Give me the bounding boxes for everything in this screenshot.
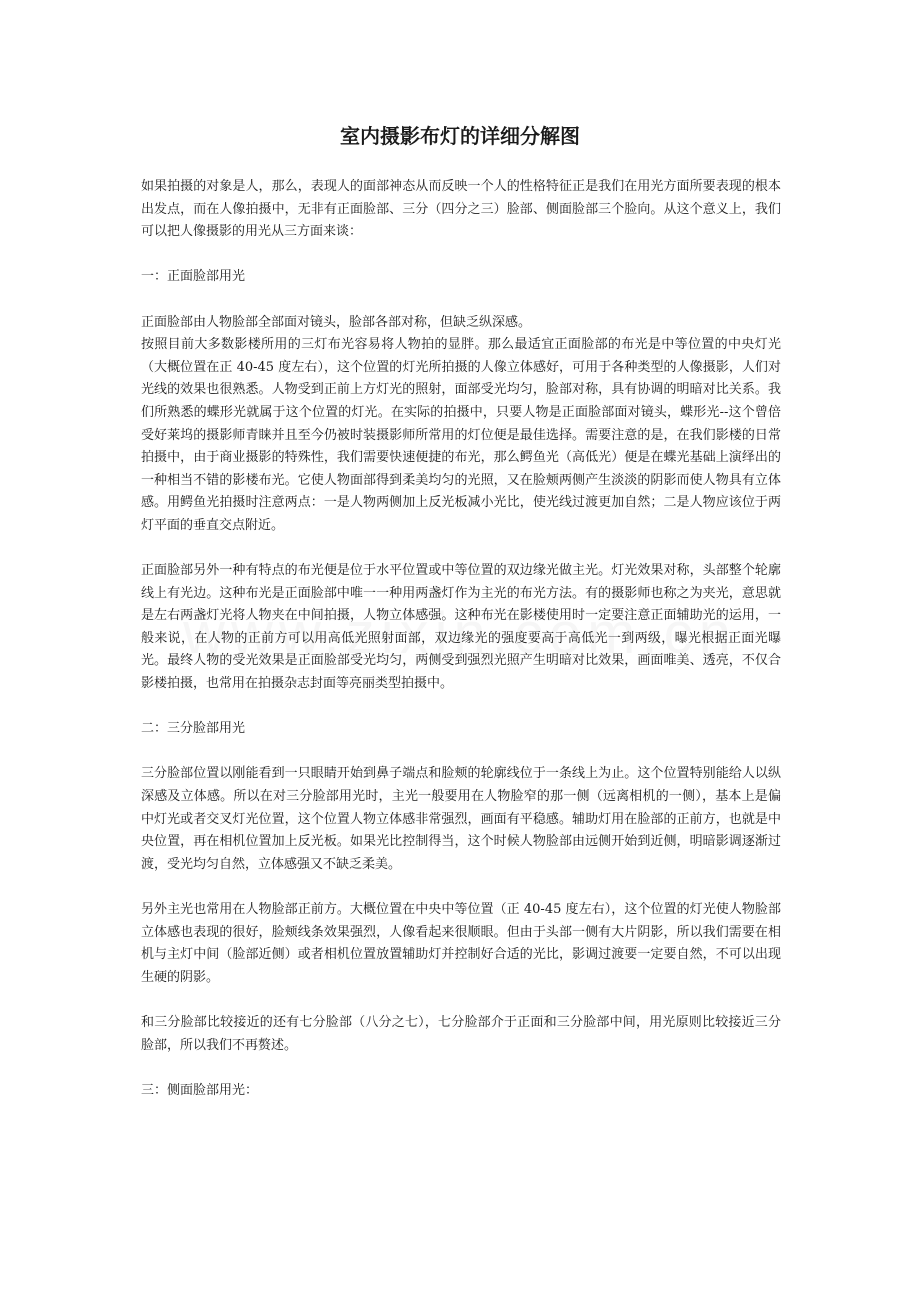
section-heading-side-face: 三：侧面脸部用光：	[141, 1082, 259, 1098]
section2-paragraph-2: 另外主光也常用在人物脸部正前方。大概位置在中央中等位置（正 40-45 度左右），这个位置的灯光使人物脸部立体感也表现的很好，脸颊线条效果强烈，人像看起来很顺眼。但由于头部一侧有大片阴影，所以我们需要在相机与主灯中间（脸部近侧）或者相机位置放置辅助灯并控制好合适的光比，影调过渡要一定要自然，不可以出现生硬的阴影。	[141, 902, 781, 985]
section2-paragraph-3: 和三分脸部比较接近的还有七分脸部（八分之七），七分脸部介于正面和三分脸部中间，用光原则比较接近三分脸部，所以我们不再赘述。	[141, 1014, 781, 1053]
paragraph-gap	[141, 741, 781, 764]
section1-paragraph-2: 按照目前大多数影楼所用的三灯布光容易将人物拍的显胖。那么最适宜正面脸部的布光是中等位置的中央灯光（大概位置在正 40-45 度左右），这个位置的灯光所拍摄的人像立体感好，可用于各种类型的人像摄影，人们对光线的效果也很熟悉。人物受到正前上方灯光的照射，面部受光均匀，脸部对称，具有协调的明暗对比关系。我们所熟悉的蝶形光就属于这个位置的灯光。在实际的拍摄中，只要人物是正面脸部面对镜头，蝶形光--这个曾倍受好莱坞的摄影师青睐并且至今仍被时装摄影师所常用的灯位便是最佳选择。需要注意的是，在我们影楼的日常拍摄中，由于商业摄影的特殊性，我们需要快速便捷的布光，那么鳄鱼光（高低光）便是在蝶光基础上演绎出的一种相当不错的影楼布光。它使人物面部得到柔美均匀的光照，又在脸颊两侧产生淡淡的阴影而使人物具有立体感。用鳄鱼光拍摄时注意两点：一是人物两侧加上反光板减小光比，使光线过渡更加自然；二是人物应该位于两灯平面的垂直交点附近。	[141, 337, 781, 533]
paragraph-gap	[141, 696, 781, 719]
section-heading-front-face: 一：正面脸部用光	[141, 269, 246, 285]
paragraph-gap	[141, 876, 781, 899]
section-heading-three-quarter-face: 二：三分脸部用光	[141, 721, 246, 737]
paragraph-gap	[141, 289, 781, 312]
paragraph-gap	[141, 244, 781, 267]
document-body	[141, 176, 781, 1102]
paragraph-gap	[141, 989, 781, 1012]
section1-paragraph-3: 正面脸部另外一种有特点的布光便是位于水平位置或中等位置的双边缘光做主光。灯光效果对称，头部整个轮廓线上有光边。这种布光是正面脸部中唯一一种用两盏灯作为主光的布光方法。有的摄影师也称之为夹光，意思就是左右两盏灯光将人物夹在中间拍摄，人物立体感强。这种布光在影楼使用时一定要注意正面辅助光的运用，一般来说，在人物的正前方可以用高低光照射面部，双边缘光的强度要高于高低光一到两级，曝光根据正面光曝光。最终人物的受光效果是正面脸部受光均匀，两侧受到强烈光照产生明暗对比效果，画面唯美、透亮，不仅合影楼拍摄，也常用在拍摄杂志封面等亮丽类型拍摄中。	[141, 563, 781, 692]
paragraph-gap	[141, 538, 781, 561]
intro-paragraph: 如果拍摄的对象是人，那么，表现人的面部神态从而反映一个人的性格特征正是我们在用光方面所要表现的根本出发点，而在人像拍摄中，无非有正面脸部、三分（四分之三）脸部、侧面脸部三个脸向。从这个意义上，我们可以把人像摄影的用光从三方面来谈：	[141, 179, 781, 240]
section2-paragraph-1: 三分脸部位置以刚能看到一只眼睛开始到鼻子端点和脸颊的轮廓线位于一条线上为止。这个位置特别能给人以纵深感及立体感。所以在对三分脸部用光时，主光一般要用在人物脸窄的那一侧（远离相机的一侧），基本上是偏中灯光或者交叉灯光位置，这个位置人物立体感非常强烈，画面有平稳感。辅助灯用在脸部的正前方，也就是中央位置，再在相机位置加上反光板。如果光比控制得当，这个时候人物脸部由远侧开始到近侧，明暗影调逐渐过渡，受光均匀自然，立体感强又不缺乏柔美。	[141, 766, 781, 872]
section1-paragraph-1: 正面脸部由人物脸部全部面对镜头，脸部各部对称，但缺乏纵深感。	[141, 314, 532, 330]
paragraph-gap	[141, 1057, 781, 1080]
document-title: 室内摄影布灯的详细分解图	[340, 124, 580, 148]
